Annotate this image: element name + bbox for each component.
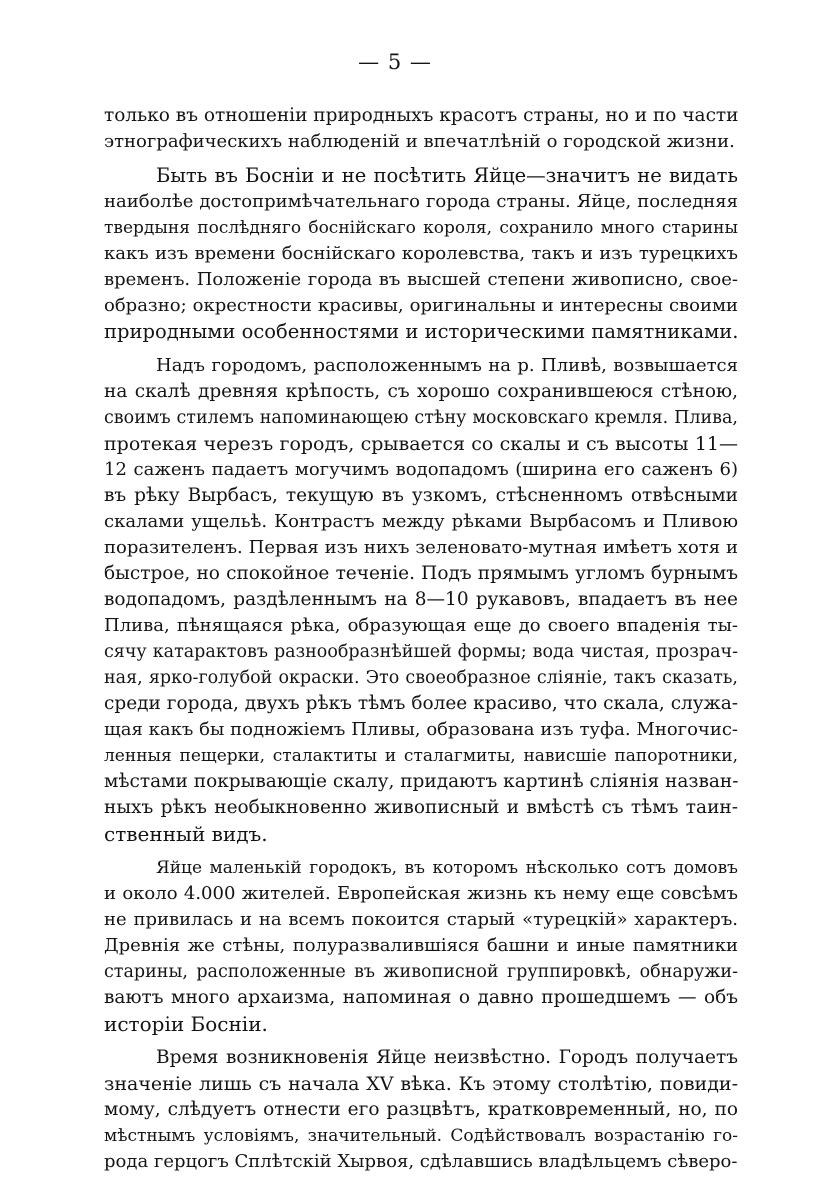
text-line: ственный видъ. — [104, 822, 268, 846]
text-line: образно; окрестности красивы, оригинальны и интересны своими — [104, 295, 738, 316]
text-line: поразителенъ. Первая изъ нихъ зеленовато-мутная имѣетъ хотя и — [104, 537, 738, 558]
text-line: протекая черезъ городъ, срывается со скалы и съ высоты 11— — [104, 433, 738, 455]
text-line: Плива, пѣнящаяся рѣка, образующая еще до своего впаденiя ты- — [104, 615, 738, 636]
text-line: щая какъ бы подножiемъ Пливы, образована изъ туфа. Многочис- — [104, 719, 738, 740]
text-line: значенiе лишь съ начала XV вѣка. Къ этому столѣтiю, повиди- — [104, 1073, 738, 1095]
text-line: только въ отношенiи природныхъ красотъ страны, но и по части — [104, 105, 739, 126]
text-line: скалами ущельѣ. Контрастъ между рѣками Вырбасомъ и Пливою — [104, 511, 738, 532]
text-line: ныхъ рѣкъ необыкновенно живописный и вмѣстѣ съ тѣмъ таин- — [104, 797, 738, 818]
paragraph — [104, 353, 738, 847]
text-line: Время возникновенiя Яйце неизвѣстно. Городъ получаетъ — [156, 1047, 738, 1068]
paragraph-gap — [104, 847, 738, 855]
text-line: мѣстами покрывающiе скалу, придаютъ картинѣ слiянiя назван- — [104, 771, 739, 792]
body-text — [104, 103, 738, 1175]
text-line: Яйце маленькiй городокъ, въ которомъ нѣсколько сотъ домовъ — [156, 858, 738, 878]
text-line: Надъ городомъ, расположеннымъ на р. Пливѣ, возвышается — [156, 355, 738, 376]
text-line: на скалѣ древняя крѣпость, съ хорошо сохранившеюся стѣною, — [104, 381, 738, 402]
text-line: быстрое, но спокойное теченiе. Подъ прямымъ угломъ бурнымъ — [104, 563, 738, 584]
text-line: ваютъ много архаизма, напоминая о давно прошедшемъ — объ — [104, 987, 738, 1008]
text-line: Древнiя же стѣны, полуразвалившiяся башни и иные памятники — [104, 935, 738, 956]
text-line: ленныя пещерки, сталактиты и сталагмиты, нависшiе папоротники, — [104, 746, 738, 766]
text-line: наиболѣе достопримѣчательнаго города страны. Яйце, последняя — [104, 191, 738, 212]
text-line: мѣстнымъ условiямъ, значительный. Содѣйствовалъ возрастанiю го- — [104, 1126, 738, 1146]
text-line: 12 саженъ падаетъ могучимъ водопадомъ (ширина его саженъ 6) — [104, 459, 738, 480]
paragraph — [104, 1045, 738, 1175]
text-line: среди города, двухъ рѣкъ тѣмъ более красиво, что скала, служа- — [104, 693, 738, 714]
paragraph-gap — [104, 1037, 738, 1045]
text-line: своимъ стилемъ напоминающею стѣну московскаго кремля. Плива, — [104, 408, 738, 428]
paragraph — [104, 855, 738, 1037]
text-line: не привилась и на всемъ покоится старый «турецкiй» характеръ. — [104, 909, 738, 930]
text-line: сячу катарактовъ разнообразнѣйшей формы; вода чистая, прозрач- — [104, 642, 738, 662]
text-line: ная, ярко-голубой окраски. Это своеобразное слiянiе, такъ сказать, — [104, 668, 738, 688]
text-line: природными особенностями и историческими памятниками. — [104, 320, 739, 343]
paragraph — [104, 163, 738, 345]
text-line: рода герцогъ Сплѣтскiй Хырвоя, сдѣлавшись владѣльцемъ сѣверо- — [104, 1151, 738, 1172]
text-line: водопадомъ, раздѣленнымъ на 8—10 рукавовъ, впадаетъ въ нее — [104, 589, 738, 610]
paragraph — [104, 103, 738, 155]
page-number: — 5 — — [358, 50, 432, 74]
paragraph-gap — [104, 345, 738, 353]
text-line: старины, расположенные въ живописной группировкѣ, обнаружи- — [104, 962, 738, 982]
text-line: временъ. Положенiе города въ высшей степени живописно, свое- — [104, 269, 738, 290]
text-line: исторiи Боснiи. — [104, 1012, 268, 1036]
text-line: мому, слѣдуетъ отнести его разцвѣтъ, кратковременный, но, по — [104, 1099, 738, 1120]
text-line: какъ изъ времени боснiйскаго королевства, такъ и изъ турецкихъ — [104, 243, 738, 264]
text-line: и около 4.000 жителей. Европейская жизнь къ нему еще совсѣмъ — [104, 883, 738, 904]
paragraph-gap — [104, 155, 738, 163]
text-line: этнографическихъ наблюденiй и впечатлѣнiй о городской жизни. — [104, 131, 735, 152]
text-line: въ рѣку Вырбасъ, текущую въ узкомъ, стѣсненномъ отвѣсными — [104, 485, 738, 506]
text-line: Быть въ Боснiи и не посѣтить Яйце—значитъ не видать — [156, 164, 738, 187]
text-line: твердыня послѣдняго боснiйскаго короля, сохранило много старины — [104, 218, 738, 238]
